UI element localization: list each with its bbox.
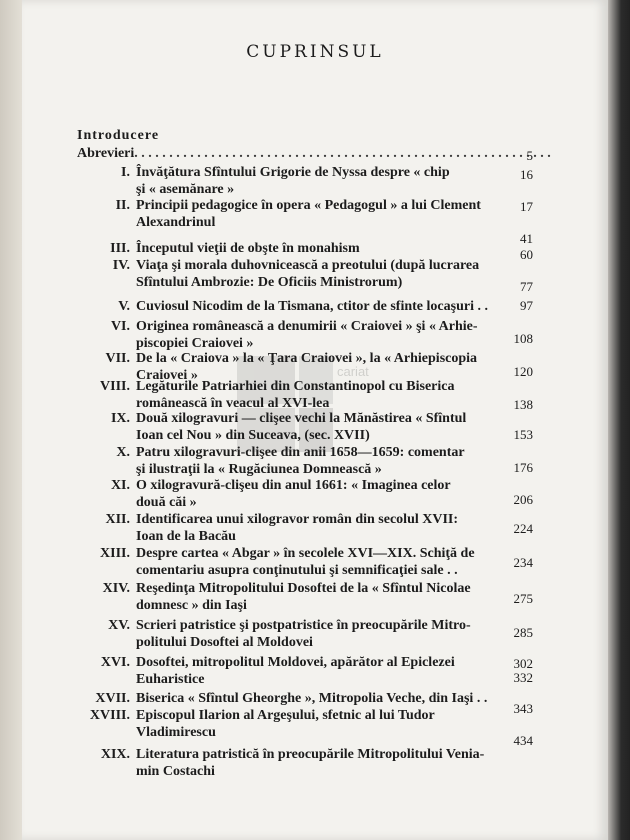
toc-entry-7: VII. De la « Craiova » la « Ţara Craiovei », la « Arhiepiscopia Craiovei »	[105, 351, 478, 383]
toc-entry-2: II. Principii pedagogice în opera « Pedagogul » a lui Clement Alexandrinul	[115, 198, 481, 230]
page-number: 302	[513, 656, 533, 671]
book-page	[22, 0, 608, 840]
abbreviations-label: Abrevieri	[77, 146, 135, 161]
page-number: 17	[520, 199, 533, 214]
background-right-shadow	[608, 0, 630, 840]
page-number: 108	[513, 331, 533, 346]
toc-entry-1: I. Învăţătura Sfîntului Grigorie de Nyssa despre « chip şi « asemănare »	[121, 165, 450, 197]
introduction-heading: Introducere	[77, 128, 160, 143]
toc-entry-10: X. Patru xilogravuri-clişee din anii 1658—1659: comentar şi ilustraţii la « Rugăciunea Domnească »	[116, 445, 465, 477]
page-number: 176	[513, 460, 533, 475]
page-number: 60	[520, 247, 533, 262]
abbreviations-entry	[77, 146, 553, 162]
page-number: 285	[513, 625, 533, 640]
page-number: 224	[513, 521, 533, 536]
toc-entry-5: V. Cuviosul Nicodim de la Tismana, ctitor de sfinte locaşuri . .	[118, 299, 488, 314]
watermark-text: cariat	[337, 364, 369, 379]
page-number: 77	[520, 279, 533, 294]
page-number: 332	[513, 670, 533, 685]
page-number: 41	[520, 231, 533, 246]
page-number-extra: 434	[513, 733, 533, 748]
page-number-abbreviations: 5	[526, 148, 533, 163]
page-number: 275	[513, 591, 533, 606]
page-number: 16	[520, 167, 533, 182]
toc-entry-12: XII. Identificarea unui xilogravor român din secolul XVII: Ioan de la Bacău	[105, 512, 459, 544]
page-number: 138	[513, 397, 533, 412]
page-number: 343	[513, 701, 533, 716]
leader-dots	[134, 146, 553, 162]
toc-entry-11: XI. O xilogravură-clişeu din anul 1661: « Imaginea celor două căi »	[110, 478, 451, 510]
toc-entry-18: XVIII. Episcopul Ilarion al Argeşului, sfetnic al lui Tudor Vladimirescu	[89, 708, 435, 740]
toc-entry-9: IX. Două xilogravuri — clişee vechi la Mănăstirea « Sfîntul Ioan cel Nou » din Suceava, (sec. XVII)	[110, 411, 467, 443]
toc-entry-14: XIV. Reşedinţa Mitropolitului Dosoftei de la « Sfîntul Nicolae domnesc » din Iaşi	[102, 581, 471, 613]
toc-entry-13: XIII. Despre cartea « Abgar » în secolele XVI—XIX. Schiţă de comentariu asupra conţinutului şi semnificaţiei sale . .	[100, 546, 475, 578]
toc-entry-4: IV. Viaţa şi morala duhovnicească a preotului (după lucrarea Sfîntului Ambrozie: De Oficiis Ministrorum)	[112, 258, 480, 290]
page-title: CUPRINSUL	[246, 42, 384, 62]
page-number: 234	[513, 555, 533, 570]
toc-entry-8: VIII. Legăturile Patriarhiei din Constantinopol cu Biserica românească în veacul al XVI-lea	[100, 379, 455, 411]
toc-entry-17: XVII. Biserica « Sfîntul Gheorghe », Mitropolia Veche, din Iaşi . .	[95, 691, 488, 706]
toc-entry-15: XV. Scrieri patristice şi postpatristice în preocupările Mitro- politului Dosoftei al Moldovei	[108, 618, 471, 650]
toc-entry-3: III. Începutul vieţii de obşte în monahism	[110, 241, 360, 256]
page-number: 206	[513, 492, 533, 507]
page-number: 120	[513, 364, 533, 379]
toc-entry-16: XVI. Dosoftei, mitropolitul Moldovei, apărător al Epiclezei Euharistice	[100, 655, 455, 687]
toc-entry-6: VI. Originea românească a denumirii « Craiovei » şi « Arhie- piscopiei Craiovei »	[110, 319, 478, 351]
page-number: 97	[520, 298, 533, 313]
toc-entry-19: XIX. Literatura patristică în preocupările Mitropolitului Venia- min Costachi	[100, 747, 485, 779]
page-number: 153	[513, 427, 533, 442]
background-left	[0, 0, 22, 840]
